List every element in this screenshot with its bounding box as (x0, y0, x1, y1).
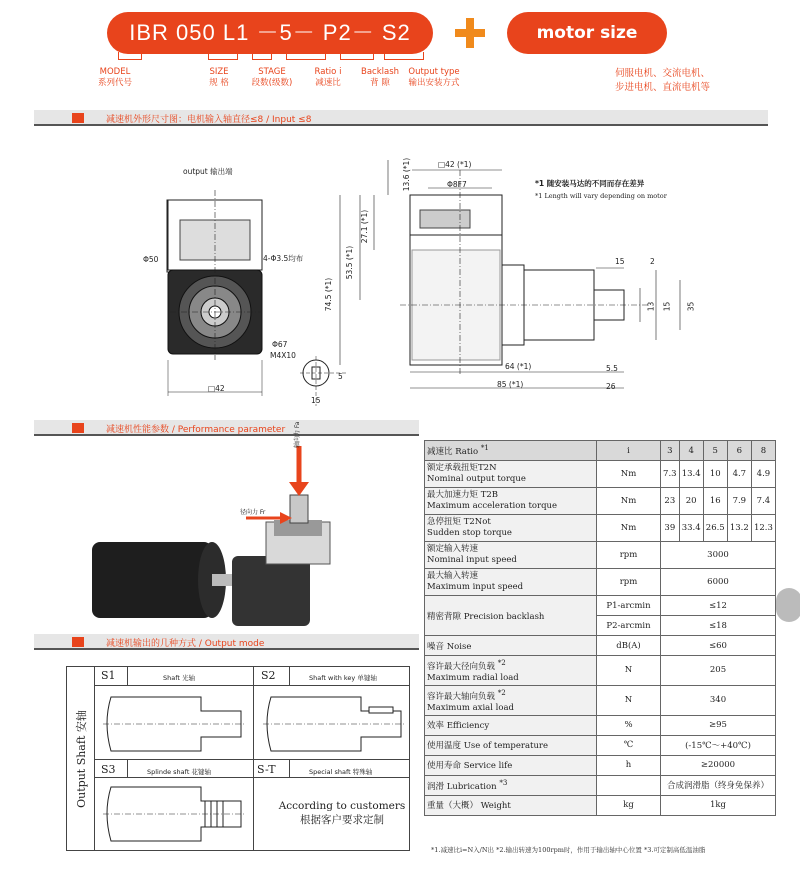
shaft-name-st: Special shaft 特殊轴 (309, 768, 373, 776)
bracket (286, 52, 326, 60)
dim-l26: 26 (606, 382, 616, 391)
table-cell: 4.9 (751, 461, 775, 488)
table-row (425, 755, 776, 775)
drawing-note-en: *1 Length will vary depending on motor (535, 192, 667, 200)
section-square-icon (72, 113, 84, 123)
table-row (425, 656, 776, 686)
dimension-drawing (0, 130, 800, 420)
table-param: 重量（大概） Weight (425, 795, 597, 815)
table-cell: 7.3 (661, 461, 680, 488)
table-cell: 6000 (661, 569, 776, 596)
table-cell: 7.9 (727, 488, 751, 515)
table-unit: Nm (597, 515, 661, 542)
photo-fa-label: 轴向力 Fa (294, 421, 301, 448)
table-param: 使用温度 Use of temperature (425, 735, 597, 755)
shaft-s3-drawing (101, 783, 247, 845)
dim-m: M4X10 (270, 351, 296, 360)
table-row (425, 596, 776, 616)
table-header-unit: i (597, 441, 661, 461)
table-cell: ≥20000 (661, 755, 776, 775)
model-code-pill: IBR 050 L1 －5－ P2－ S2 (107, 12, 433, 54)
table-cell: ≤18 (661, 616, 776, 636)
dim-h136: 13.6 (*1) (402, 157, 412, 192)
bracket (208, 52, 238, 60)
dim-h745: 74.5 (*1) (324, 277, 334, 312)
bracket (340, 52, 374, 60)
table-unit: Nm (597, 488, 661, 515)
dim-d67: Φ67 (272, 340, 288, 349)
dim-k15: 15 (311, 396, 321, 405)
table-cell: 合成润滑脂（终身免保养） (661, 775, 776, 795)
table-cell: 3000 (661, 542, 776, 569)
bracket (118, 52, 142, 60)
dim-k5: 5 (338, 372, 343, 381)
table-unit: rpm (597, 542, 661, 569)
table-row (425, 795, 776, 815)
table-cell: 33.4 (679, 515, 703, 542)
divider (289, 759, 290, 777)
table-unit: ℃ (597, 735, 661, 755)
divider (253, 667, 254, 850)
table-row (425, 461, 776, 488)
table-unit: rpm (597, 569, 661, 596)
table-header-param: 减速比 Ratio $^{*1}$ (425, 441, 597, 461)
dim-d15: 15 (662, 301, 672, 312)
table-param: 精密背隙 Precision backlash (425, 596, 597, 636)
table-unit: P2-arcmin (597, 616, 661, 636)
table-footnote: *1.减速比i=N入/N出 *2.输出转速为100rpm时，作用于输出轴中心位置 *3.可定制高低温油脂 (431, 846, 706, 854)
shaft-tag-s2: S2 (261, 669, 276, 682)
table-row (425, 685, 776, 715)
table-param: 急停扭矩 T2Not Sudden stop torque (425, 515, 597, 542)
table-cell: 4.7 (727, 461, 751, 488)
table-row (425, 569, 776, 596)
table-cell: ≤12 (661, 596, 776, 616)
dim-d8: Φ8F7 (447, 180, 467, 189)
label-stage: STAGE 段数(级数) (251, 67, 293, 88)
dim-d50: Φ50 (143, 255, 159, 264)
table-cell: 1kg (661, 795, 776, 815)
bracket (384, 52, 424, 60)
table-param: 效率 Efficiency (425, 715, 597, 735)
section-title: 减速机性能参数 / Performance parameter (106, 425, 286, 435)
shaft-name-s3: Splinde shaft 花键轴 (147, 768, 211, 776)
divider (95, 777, 409, 778)
table-cell: 5 (703, 441, 727, 461)
table-row (425, 735, 776, 755)
section-square-icon (72, 423, 84, 433)
dim-l15: 15 (615, 257, 625, 266)
section-bar-dimensions (34, 110, 768, 126)
table-cell: 3 (661, 441, 680, 461)
label-output-type: Output type 输出安装方式 (408, 67, 460, 88)
table-cell: 39 (661, 515, 680, 542)
table-cell: 16 (703, 488, 727, 515)
dim-l64: 64 (*1) (505, 362, 532, 371)
shaft-tag-s1: S1 (101, 669, 116, 682)
shaft-s1-drawing (101, 693, 247, 755)
label-size: SIZE 规 格 (209, 67, 229, 88)
table-cell: 13.2 (727, 515, 751, 542)
table-unit: kg (597, 795, 661, 815)
table-unit: N (597, 685, 661, 715)
dim-holes: 4-Φ3.5均布 (263, 254, 304, 263)
section-bar-performance (34, 420, 419, 436)
dim-l2: 2 (650, 257, 655, 266)
table-cell: 23 (661, 488, 680, 515)
table-param: 额定承载扭矩T2N Nominal output torque (425, 461, 597, 488)
table-param: 额定输入转速 Nominal input speed (425, 542, 597, 569)
divider (127, 759, 128, 777)
table-param: 噪音 Noise (425, 636, 597, 656)
shaft-tag-st: S-T (257, 763, 276, 776)
plus-icon (455, 18, 485, 48)
table-param: 润滑 Lubrication $^{*3}$ (425, 775, 597, 795)
table-cell: 340 (661, 685, 776, 715)
shaft-tag-s3: S3 (101, 763, 116, 776)
table-cell: 6 (727, 441, 751, 461)
table-row (425, 542, 776, 569)
table-param: 容许最大径向负载 $^{*2}$ Maximum radial load (425, 656, 597, 686)
table-row (425, 515, 776, 542)
output-label: output 输出端 (183, 167, 233, 176)
divider (127, 667, 128, 685)
section-square-icon (72, 637, 84, 647)
table-row (425, 488, 776, 515)
dim-sq42-top: □42 (*1) (438, 160, 472, 169)
shaft-name-s1: Shaft 光轴 (163, 674, 196, 682)
label-ratio: Ratio i 减速比 (314, 67, 342, 88)
drawing-note-cn: *1 随安装马达的不同而存在差异 (535, 179, 645, 188)
table-param: 容许最大轴向负载 $^{*2}$ Maximum axial load (425, 685, 597, 715)
section-bar-output-mode (34, 634, 419, 650)
table-row (425, 715, 776, 735)
table-unit: % (597, 715, 661, 735)
table-row (425, 775, 776, 795)
table-cell: 205 (661, 656, 776, 686)
divider (289, 667, 290, 685)
shaft-s2-drawing (261, 693, 407, 755)
table-unit: Nm (597, 461, 661, 488)
table-cell: ≤60 (661, 636, 776, 656)
table-cell: ≥95 (661, 715, 776, 735)
dim-l55: 5.5 (606, 364, 618, 373)
dim-sq42-bottom: □42 (208, 384, 225, 393)
table-cell: 4 (679, 441, 703, 461)
table-cell: 20 (679, 488, 703, 515)
table-cell: 12.3 (751, 515, 775, 542)
table-row (425, 636, 776, 656)
divider (95, 759, 409, 760)
dim-h535: 53.5 (*1) (345, 245, 355, 280)
motor-size-pill: motor size (507, 12, 667, 54)
photo-fr-label: 径向力 Fr (240, 509, 266, 516)
motor-types: 伺服电机、交流电机、 步进电机、直流电机等 (615, 68, 711, 93)
output-side-label: Output Shaft 安轴 (67, 667, 95, 850)
table-unit: N (597, 656, 661, 686)
table-cell: 26.5 (703, 515, 727, 542)
table-header-row (425, 441, 776, 461)
label-backlash: Backlash 背 隙 (360, 67, 400, 88)
scroll-handle[interactable] (776, 588, 800, 622)
table-param: 最大加速力矩 T2B Maximum acceleration torque (425, 488, 597, 515)
table-unit: dB(A) (597, 636, 661, 656)
custom-shaft-text: According to customers 根据客户要求定制 (278, 800, 406, 826)
divider (95, 685, 409, 686)
table-cell: 10 (703, 461, 727, 488)
label-model: MODEL 系列代号 (97, 67, 132, 88)
table-param: 最大输入转速 Maximum input speed (425, 569, 597, 596)
performance-table (424, 440, 776, 816)
table-cell: 13.4 (679, 461, 703, 488)
section-title: 减速机外形尺寸图：电机输入轴直径≤8 / Input ≤8 (106, 115, 312, 125)
dim-l85: 85 (*1) (497, 380, 524, 389)
bracket (252, 52, 272, 60)
table-cell: 7.4 (751, 488, 775, 515)
table-cell: 8 (751, 441, 775, 461)
output-mode-table (66, 666, 410, 851)
product-photo (34, 440, 419, 635)
table-unit (597, 775, 661, 795)
shaft-name-s2: Shaft with key 单键轴 (309, 674, 377, 682)
table-unit: P1-arcmin (597, 596, 661, 616)
table-cell: (-15℃～+40℃) (661, 735, 776, 755)
dim-h271: 27.1 (*1) (360, 209, 370, 244)
table-param: 使用寿命 Service life (425, 755, 597, 775)
section-title: 减速机输出的几种方式 / Output mode (106, 639, 265, 649)
dim-d35: 35 (686, 301, 696, 312)
dim-d13: 13 (646, 301, 656, 312)
table-unit: h (597, 755, 661, 775)
